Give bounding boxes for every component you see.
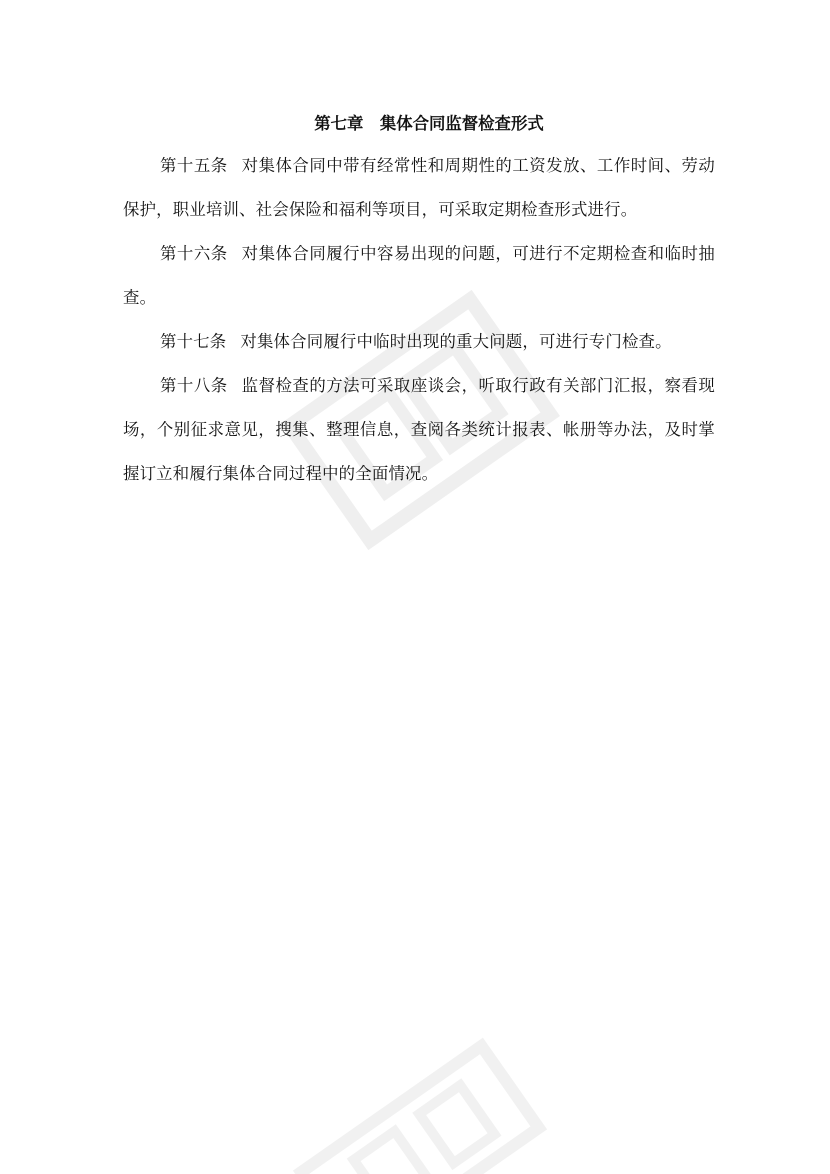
- article-text: 监督检查的方法可采取座谈会，听取行政有关部门汇报，察看现场，个别征求意见，搜集、整理信息，查阅各类统计报表、帐册等办法，及时掌握订立和履行集体合同过程中的全面情况。: [123, 376, 715, 483]
- article-text: 对集体合同履行中容易出现的问题，可进行不定期检查和临时抽查。: [123, 244, 715, 307]
- article-number: 第十八条: [160, 376, 228, 395]
- article-text: 对集体合同中带有经常性和周期性的工资发放、工作时间、劳动保护，职业培训、社会保险和福利等项目，可采取定期检查形式进行。: [123, 156, 715, 219]
- article-number: 第十五条: [160, 156, 228, 175]
- article-paragraph: [123, 320, 715, 364]
- article-number: 第十七条: [160, 332, 227, 351]
- document-body: [123, 108, 715, 496]
- chapter-title: 第七章 集体合同监督检查形式: [314, 114, 544, 133]
- article-text: 对集体合同履行中临时出现的重大问题，可进行专门检查。: [240, 332, 672, 351]
- article-paragraph: [123, 364, 715, 496]
- article-number: 第十六条: [160, 244, 228, 263]
- article-paragraph: [123, 232, 715, 320]
- article-paragraph: [123, 144, 715, 232]
- watermark-graphic-bottom: [287, 1032, 552, 1174]
